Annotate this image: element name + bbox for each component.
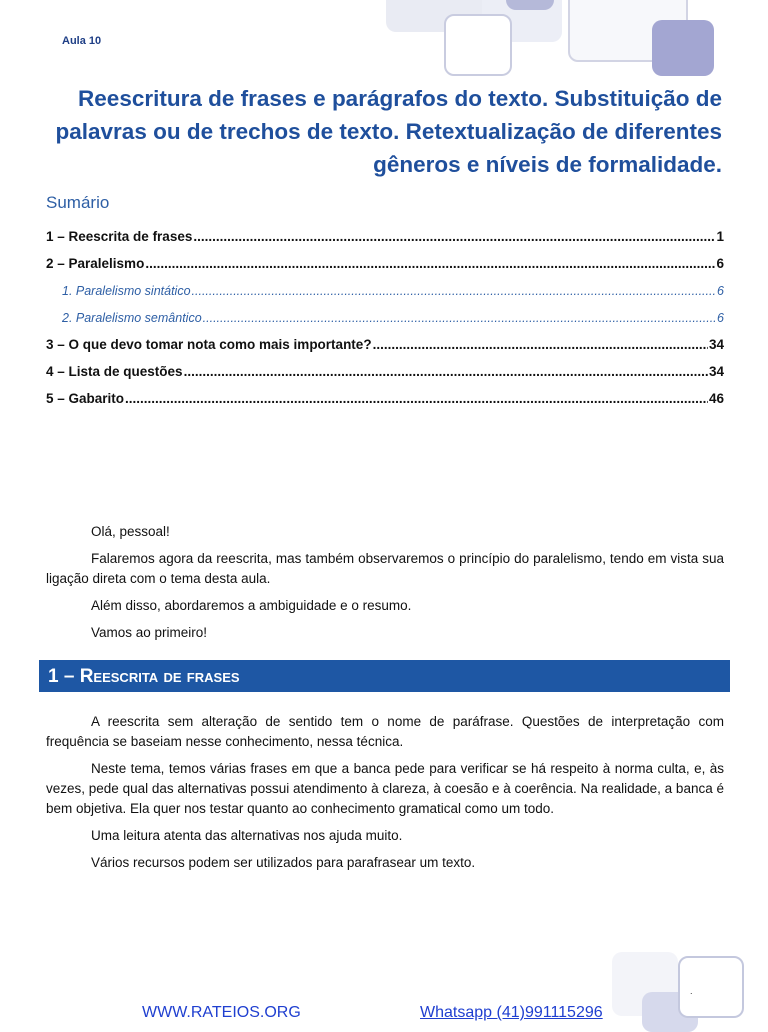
toc-item-reescrita[interactable]: 1 – Reescrita de frases ..... 1: [46, 226, 724, 253]
intro-text: [46, 522, 724, 650]
intro-paragraph: Vamos ao primeiro!: [91, 625, 208, 640]
intro-paragraph: Além disso, abordaremos a ambiguidade e o resumo.: [91, 598, 412, 613]
intro-paragraph: Falaremos agora da reescrita, mas também observaremos o princípio do paralelismo, tendo em vista sua ligação direta com o tema desta aula.: [46, 551, 724, 586]
section-paragraph: Neste tema, temos várias frases em que a banca pede para verificar se há respeito à norma culta, e, às vezes, pede qual das alternativas possui atendimento à clareza, à coesão e à coerência. Na realidade, a banca é bem objetiva. Ela quer nos testar quanto ao conhecimento gramatical como um todo.: [46, 761, 724, 816]
decorative-square-outline: [444, 14, 512, 76]
section-body: [46, 712, 724, 880]
section-title: Reescrita de frases: [79, 666, 240, 687]
section-paragraph: A reescrita sem alteração de sentido tem o nome de paráfrase. Questões de interpretação com frequência se baseiam nesse conhecimento, nessa técnica.: [46, 714, 724, 749]
toc-item-tomar-nota[interactable]: 3 – O que devo tomar nota como mais importante? ..... 34: [46, 334, 724, 361]
toc-leader: [203, 307, 716, 329]
summary-heading: Sumário: [46, 193, 110, 212]
footer-whatsapp-link[interactable]: Whatsapp (41)991115296: [420, 1004, 603, 1021]
lesson-number: Aula 10: [62, 35, 102, 47]
toc-item-gabarito[interactable]: 5 – Gabarito ..... 46: [46, 388, 724, 415]
decorative-square: [652, 20, 714, 76]
intro-greeting: Olá, pessoal!: [91, 524, 170, 539]
page-title: Reescritura de frases e parágrafos do texto. Substituição de palavras ou de trechos de texto. Retextualização de diferentes gêneros e níveis de formalidade.: [55, 86, 722, 177]
toc-subitem-paralelismo-sintatico[interactable]: 1. Paralelismo sintático ..... 6: [46, 280, 724, 307]
toc-subitem-paralelismo-semantico[interactable]: 2. Paralelismo semântico ..... 6: [46, 307, 724, 334]
toc-leader: [125, 388, 708, 410]
toc-leader: [373, 334, 708, 356]
toc-leader: [193, 226, 715, 248]
decorative-square: [506, 0, 554, 10]
toc-item-paralelismo[interactable]: 2 – Paralelismo ..... 6: [46, 253, 724, 280]
toc-leader: [192, 280, 717, 302]
section-paragraph: Vários recursos podem ser utilizados para parafrasear um texto.: [91, 855, 476, 870]
table-of-contents: [46, 226, 724, 415]
footer-mark: .: [690, 986, 693, 996]
decorative-square-outline: [678, 956, 744, 1018]
section-number: 1 –: [48, 666, 80, 687]
section-heading-reescrita: [39, 660, 730, 692]
toc-item-lista-questoes[interactable]: 4 – Lista de questões ..... 34: [46, 361, 724, 388]
section-paragraph: Uma leitura atenta das alternativas nos ajuda muito.: [91, 828, 403, 843]
toc-leader: [184, 361, 708, 383]
footer-site-link[interactable]: WWW.RATEIOS.ORG: [142, 1004, 301, 1021]
toc-leader: [145, 253, 715, 275]
